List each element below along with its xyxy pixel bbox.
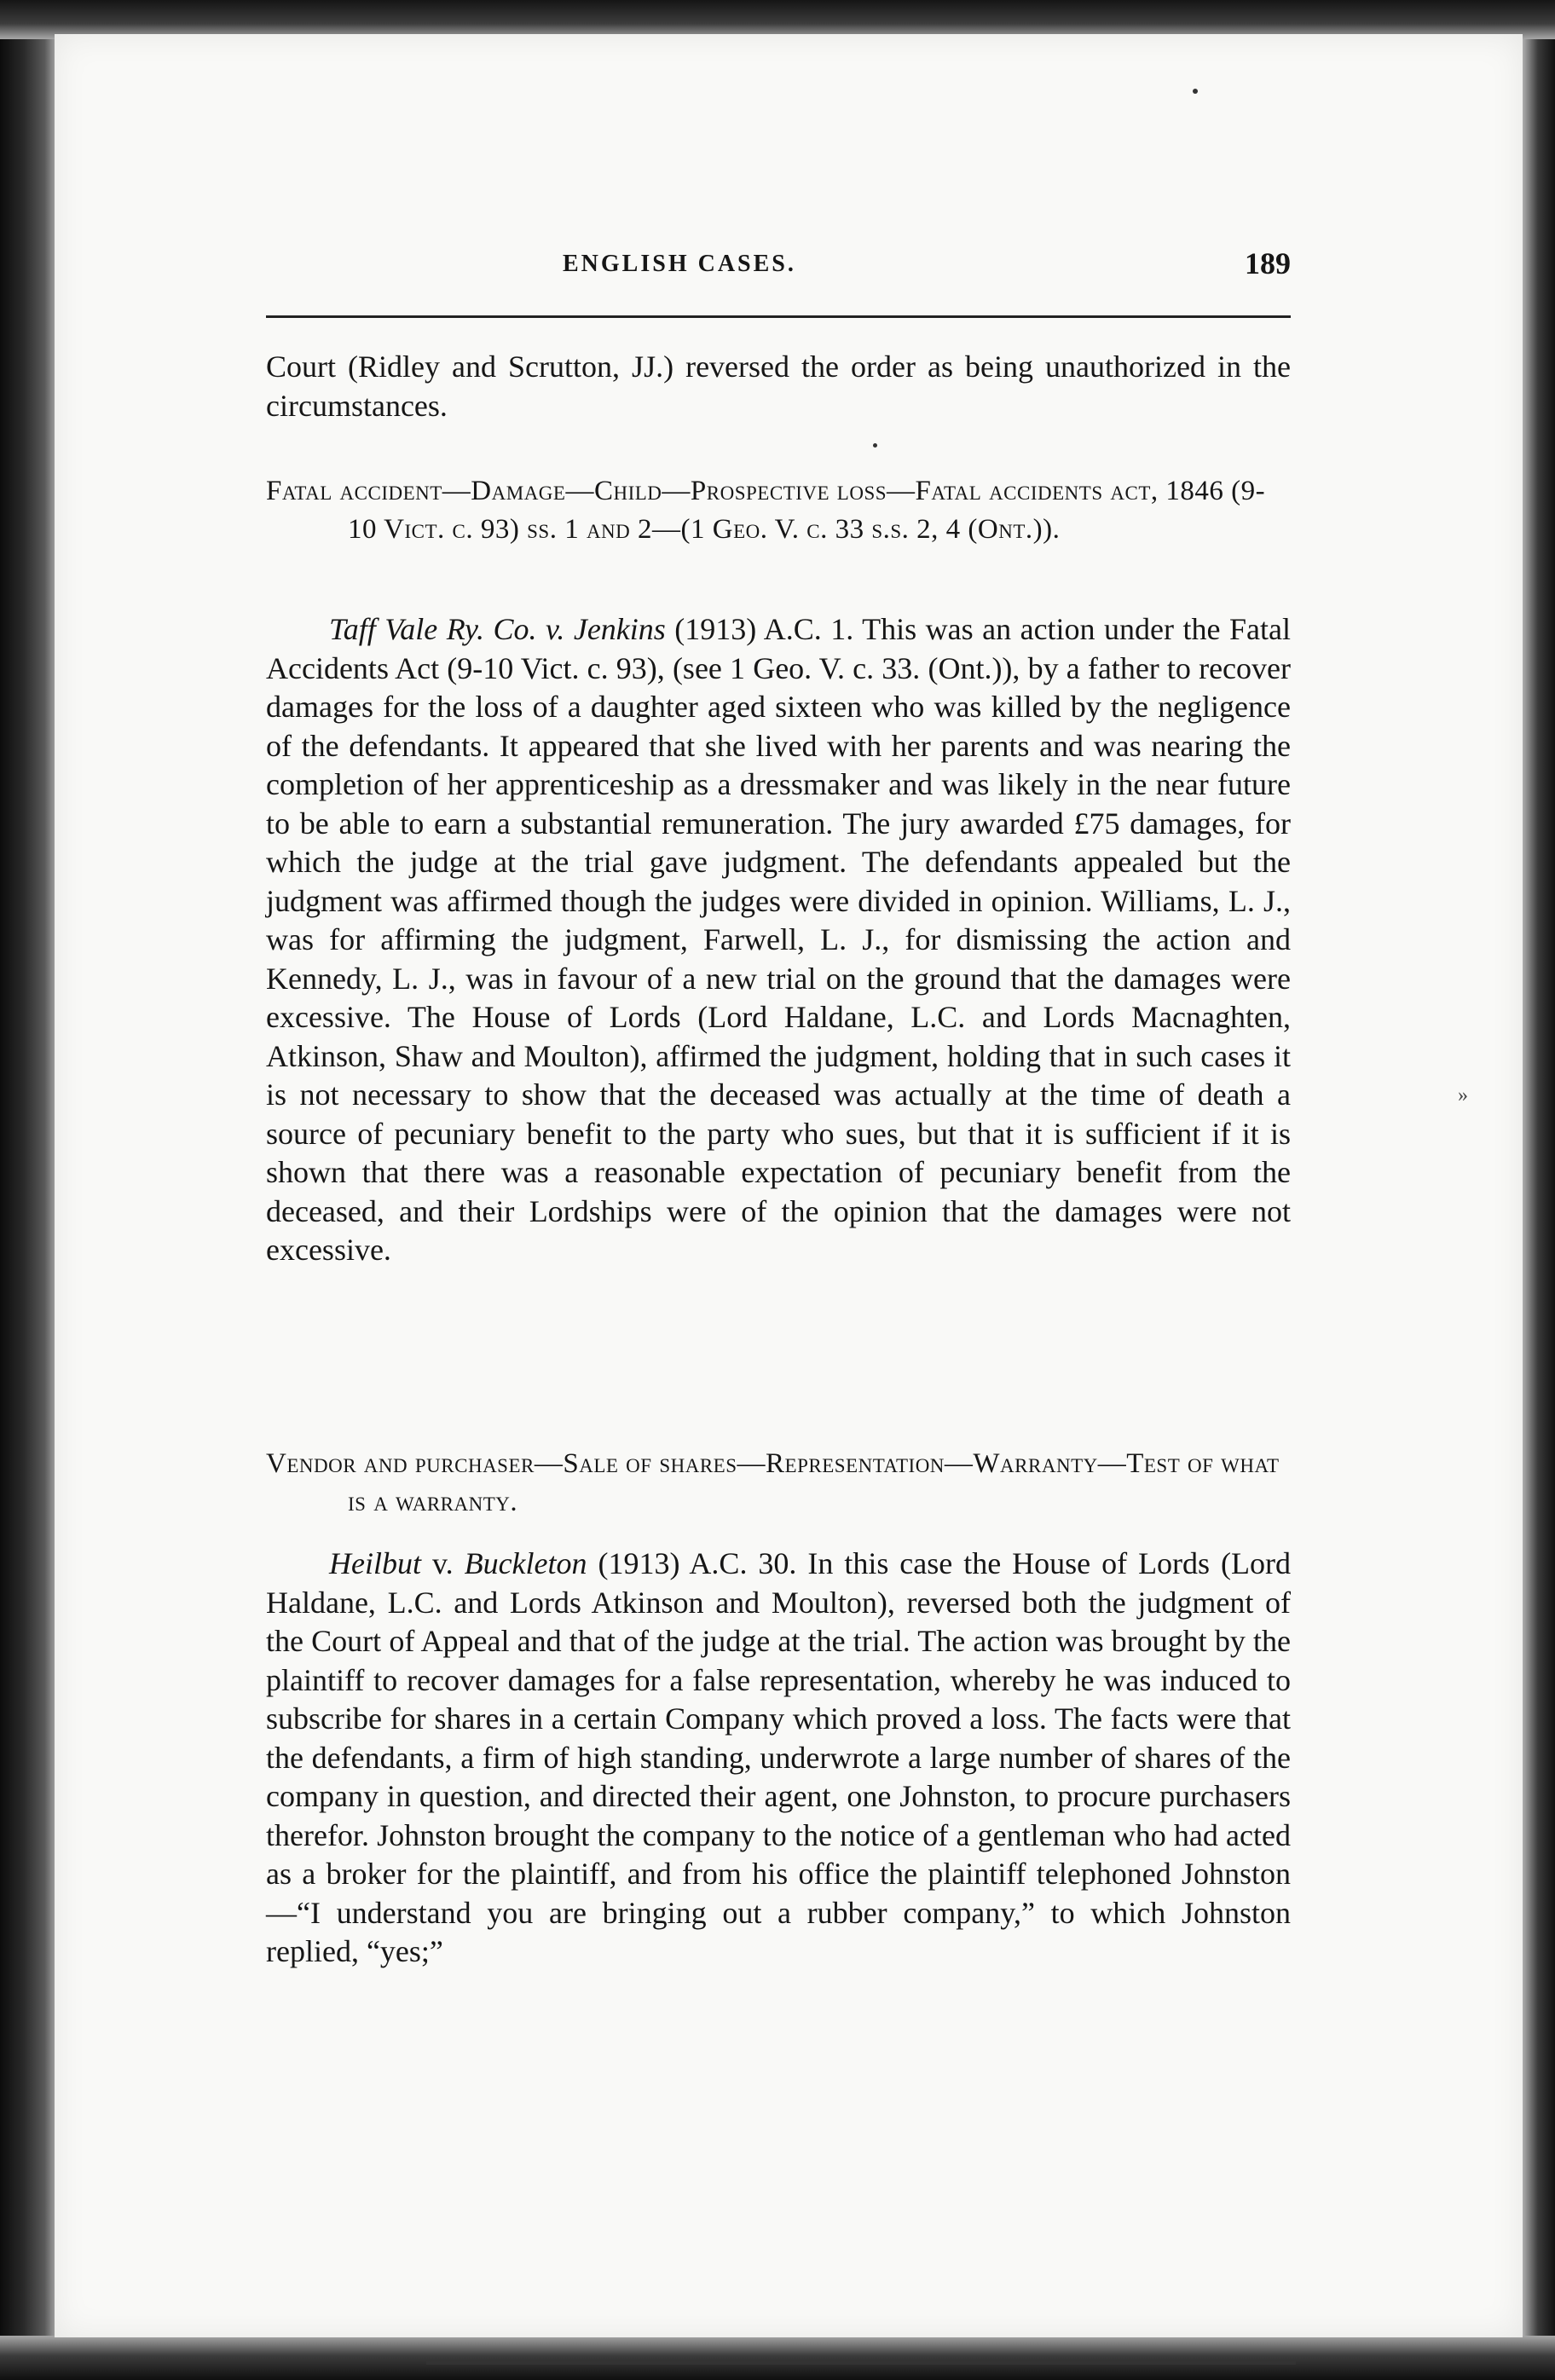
section-heading-text: Vendor and purchaser—Sale of shares—Representation—Warranty—Test of what is a warranty.: [266, 1448, 1280, 1517]
continuation-paragraph: Court (Ridley and Scrutton, JJ.) reversed the order as being unauthorized in the circumstances.: [266, 349, 1291, 423]
section-heading-vendor-purchaser: [266, 1445, 1291, 1522]
case-body: (1913) A.C. 30. In this case the House of Lords (Lord Haldane, L.C. and Lords Atkinson and Moulton), reversed both the judgment of the Court of Appeal and that of the judge at the trial. The action was brought by the plaintiff to recover damages for a false representation, whereby he was induced to subscribe for shares in a certain Company which proved a loss. The facts were that the defendants, a firm of high standing, underwrote a large number of shares of the company in question, and directed their agent, one Johnston, to procure purchasers therefor. Johnston brought the company to the notice of a gentleman who had acted as a broker for the plaintiff, and from his office the plaintiff telephoned Johnston—“I understand you are bringing out a rubber company,” to which Johnston replied, “yes;”: [266, 1546, 1291, 1968]
case-body: (1913) A.C. 1. This was an action under the Fatal Accidents Act (9-10 Vict. c. 93), (see 1 Geo. V. c. 33. (Ont.)), by a father to recover damages for the loss of a daughter aged sixteen who was killed by the negligence of the defendants. It appeared that she lived with her parents and was nearing the completion of her apprenticeship as a dressmaker and was likely in the near future to be able to earn a substantial remuneration. The jury awarded £75 damages, for which the judge at the trial gave judgment. The defendants appealed but the judgment was affirmed though the judges were divided in opinion. Williams, L. J., was for affirming the judgment, Farwell, L. J., for dismissing the action and Kennedy, L. J., was in favour of a new trial on the ground that the damages were excessive. The House of Lords (Lord Haldane, L.C. and Lords Macnaghten, Atkinson, Shaw and Moulton), affirmed the judgment, holding that in such cases it is not necessary to show that the deceased was actually at the time of death a source of pecuniary benefit to the party who sues, but that it is sufficient if it is shown that there was a reasonable expectation of pecuniary benefit from the deceased, and their Lordships were of the opinion that the damages were not excessive.: [266, 612, 1291, 1267]
section-heading-fatal-accident: [266, 472, 1291, 549]
header-rule: [266, 315, 1291, 318]
scan-speck: [873, 443, 877, 448]
page-number: 189: [1245, 246, 1291, 280]
page-bottom-edge: [426, 2361, 1296, 2365]
case-paragraph-taff-vale: [266, 610, 1291, 1270]
scan-speck: [1193, 89, 1198, 94]
margin-mark: »: [1458, 1084, 1468, 1106]
section-heading-text: Fatal accident—Damage—Child—Prospective loss—Fatal accidents act, 1846 (9-10 Vict. c. 93) ss. 1 and 2—(1 Geo. V. c. 33 s.s. 2, 4 (Ont.)).: [266, 476, 1266, 545]
scan-border-right: [1521, 0, 1555, 2380]
case-name-part1: Heilbut: [329, 1546, 421, 1580]
case-name-part2: Buckleton: [464, 1546, 587, 1580]
scan-border-bottom: [0, 2336, 1555, 2380]
running-title: ENGLISH CASES.: [563, 251, 796, 277]
case-paragraph-heilbut: [266, 1545, 1291, 1972]
scan-border-left: [0, 0, 60, 2380]
case-name-sep: v.: [420, 1546, 465, 1580]
case-name: Taff Vale Ry. Co. v. Jenkins: [329, 612, 666, 646]
running-head: [266, 247, 1291, 281]
